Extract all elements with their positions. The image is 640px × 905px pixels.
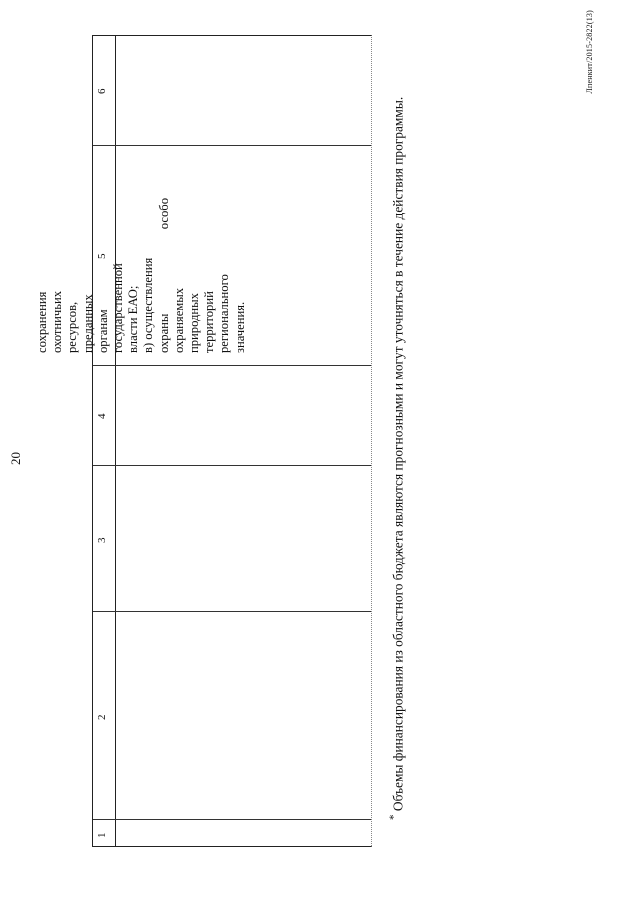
column-divider bbox=[93, 819, 371, 820]
cell-line: значения. bbox=[232, 301, 247, 353]
col5-cell-text bbox=[35, 183, 248, 353]
cell-line: ресурсов, bbox=[65, 301, 80, 353]
cell-line: органам bbox=[95, 309, 110, 353]
document-code: Лпенкит/2015-2822(13) bbox=[585, 10, 594, 94]
cell-line: власти ЕАО; bbox=[126, 285, 141, 353]
cell-word: охраны bbox=[156, 313, 171, 353]
column-divider bbox=[93, 145, 371, 146]
cell-line: сохранения bbox=[35, 291, 49, 353]
column-divider bbox=[93, 365, 371, 366]
cell-word: особо bbox=[156, 198, 171, 230]
column-divider bbox=[93, 611, 371, 612]
footnote-marker: * bbox=[388, 814, 400, 820]
header-col-4: 4 bbox=[96, 413, 108, 419]
cell-line: территорий bbox=[202, 291, 217, 353]
table-header-row bbox=[93, 36, 116, 846]
cell-line: преданных bbox=[80, 294, 95, 353]
header-col-6: 6 bbox=[96, 88, 108, 94]
cell-line: охраняемых bbox=[171, 287, 186, 353]
cell-line: государственной bbox=[111, 263, 126, 353]
cell-line: регионального bbox=[217, 274, 232, 353]
header-col-5: 5 bbox=[96, 253, 108, 259]
column-divider bbox=[93, 465, 371, 466]
header-col-1: 1 bbox=[96, 832, 108, 838]
page-number: 20 bbox=[8, 452, 23, 465]
cell-line: в) осуществления bbox=[141, 257, 156, 353]
cell-line: природных bbox=[187, 293, 202, 353]
footnote-text: Объемы финансирования из областного бюджета являются прогнозными и могут уточняться в течение действия программы. bbox=[390, 96, 406, 812]
header-col-3: 3 bbox=[96, 537, 108, 543]
program-table bbox=[92, 35, 372, 847]
cell-line: охотничьих bbox=[50, 290, 65, 353]
footnote bbox=[386, 30, 406, 820]
header-col-2: 2 bbox=[96, 714, 108, 720]
cell-line-justified bbox=[157, 198, 172, 353]
